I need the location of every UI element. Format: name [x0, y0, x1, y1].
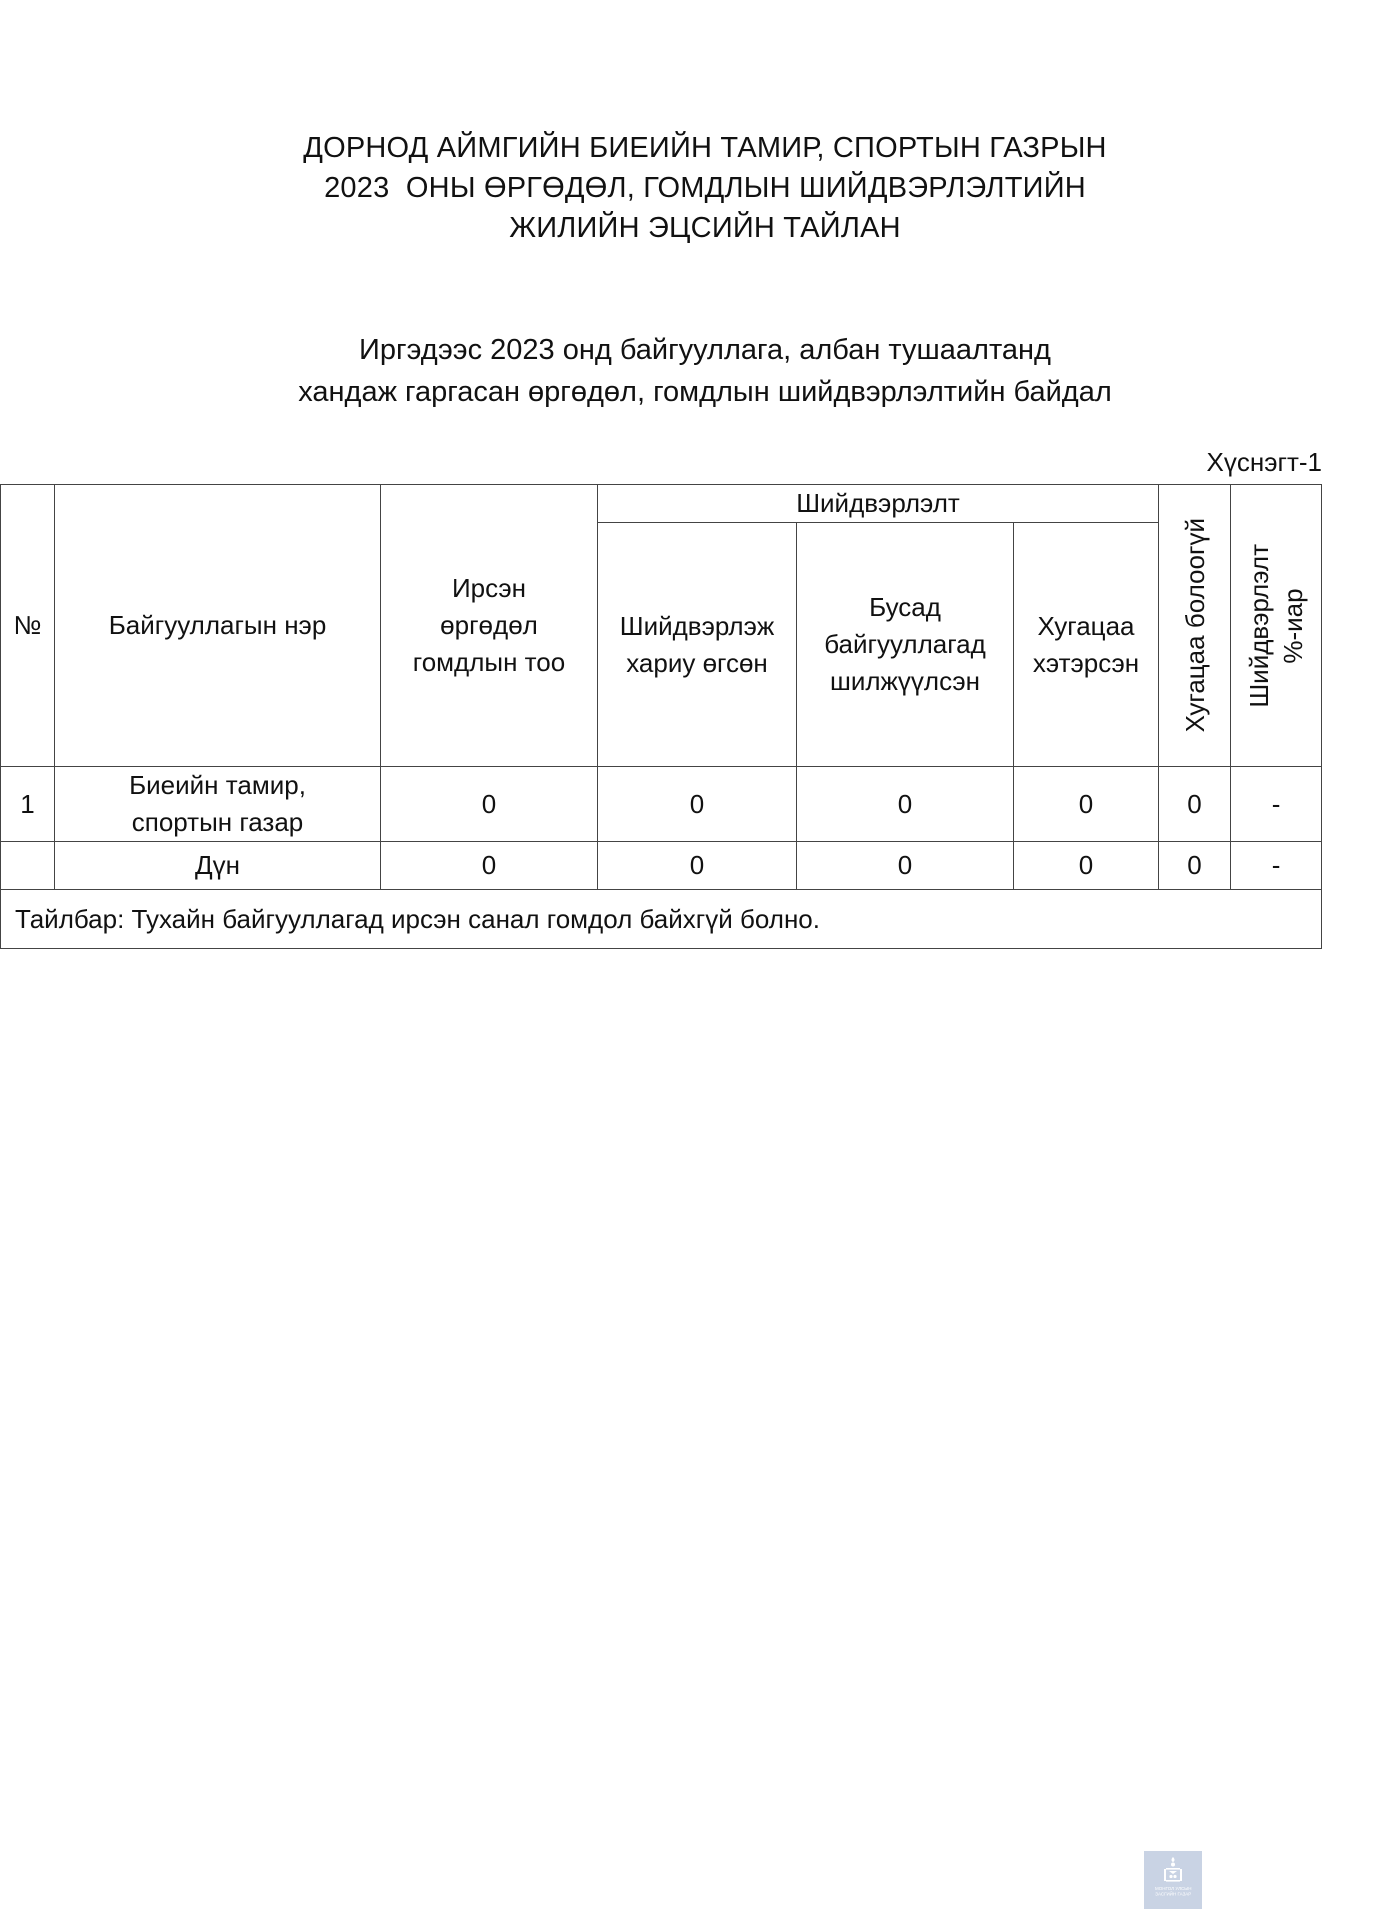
cell-total-not-due: 0: [1159, 842, 1231, 890]
logo-text-line: ЗАСГИЙН ГАЗАР: [1154, 1892, 1192, 1898]
header-percent: [1231, 485, 1322, 767]
header-percent-line: Шийдвэрлэлт: [1244, 543, 1275, 708]
cell-transferred: 0: [797, 767, 1014, 842]
cell-total-overdue: 0: [1014, 842, 1159, 890]
table-row: [1, 767, 1322, 842]
cell-percent: -: [1231, 767, 1322, 842]
table-caption: [0, 329, 1384, 413]
cell-overdue: 0: [1014, 767, 1159, 842]
government-logo: [1144, 1851, 1202, 1909]
header-transferred-line: Бусад: [869, 592, 941, 622]
table-note-row: [1, 890, 1322, 949]
report-title-line-3: ЖИЛИЙН ЭЦСИЙН ТАЙЛАН: [509, 212, 901, 244]
cell-resolved: 0: [598, 767, 797, 842]
header-resolved-line: Шийдвэрлэж: [619, 610, 775, 641]
soyombo-emblem-icon: [1160, 1856, 1186, 1884]
report-title: [0, 128, 1384, 248]
header-resolution-group: Шийдвэрлэлт: [598, 485, 1159, 523]
header-number: №: [1, 485, 55, 767]
header-percent-text: [1242, 544, 1310, 708]
header-received-line: Ирсэн: [451, 573, 527, 603]
cell-org-name: [55, 767, 381, 842]
logo-text-line: МОНГОЛ УЛСЫН: [1154, 1886, 1192, 1892]
header-resolved: [598, 523, 797, 767]
header-received: [381, 485, 598, 767]
table-note: Тайлбар: Тухайн байгууллагад ирсэн санал гомдол байхгүй болно.: [1, 890, 1322, 949]
cell-total-transferred: 0: [797, 842, 1014, 890]
report-title-line-1: ДОРНОД АЙМГИЙН БИЕИЙН ТАМИР, СПОРТЫН ГАЗРЫН: [303, 132, 1107, 164]
header-transferred-line: шилжүүлсэн: [829, 666, 981, 696]
report-title-line-2: 2023 ОНЫ ӨРГӨДӨЛ, ГОМДЛЫН ШИЙДВЭРЛЭЛТИЙН: [324, 172, 1086, 204]
cell-total-resolved: 0: [598, 842, 797, 890]
header-percent-line: %-иар: [1278, 587, 1309, 664]
cell-total-label: Дүн: [55, 842, 381, 890]
logo-text: [1155, 1887, 1191, 1898]
header-received-line: гомдлын тоо: [412, 647, 566, 677]
cell-received: 0: [381, 767, 598, 842]
table-total-row: [1, 842, 1322, 890]
cell-not-due: 0: [1159, 767, 1231, 842]
cell-total-received: 0: [381, 842, 598, 890]
complaints-table: [0, 484, 1322, 949]
header-resolved-line: хариу өгсөн: [626, 647, 768, 678]
header-overdue-line: Хугацаа: [1037, 610, 1135, 641]
header-overdue: [1014, 523, 1159, 767]
header-transferred: [797, 523, 1014, 767]
header-not-due: [1159, 485, 1231, 767]
table-number-label: Хүснэгт-1: [1206, 447, 1322, 477]
cell-number-empty: [1, 842, 55, 890]
cell-org-name-line: спортын газар: [131, 807, 304, 837]
cell-org-name-line: Биеийн тамир,: [129, 770, 306, 800]
header-received-line: өргөдөл: [440, 610, 538, 640]
cell-number: 1: [1, 767, 55, 842]
cell-total-percent: -: [1231, 842, 1322, 890]
table-caption-line-2: хандаж гаргасан өргөдөл, гомдлын шийдвэрлэлтийн байдал: [298, 376, 1112, 408]
header-not-due-text: Хугацаа болоогүй: [1179, 518, 1210, 733]
header-overdue-line: хэтэрсэн: [1032, 647, 1140, 678]
table-caption-line-1: Иргэдээс 2023 онд байгууллага, албан тушаалтанд: [359, 334, 1051, 366]
header-transferred-line: байгууллагад: [824, 629, 986, 659]
header-org-name: Байгууллагын нэр: [55, 485, 381, 767]
